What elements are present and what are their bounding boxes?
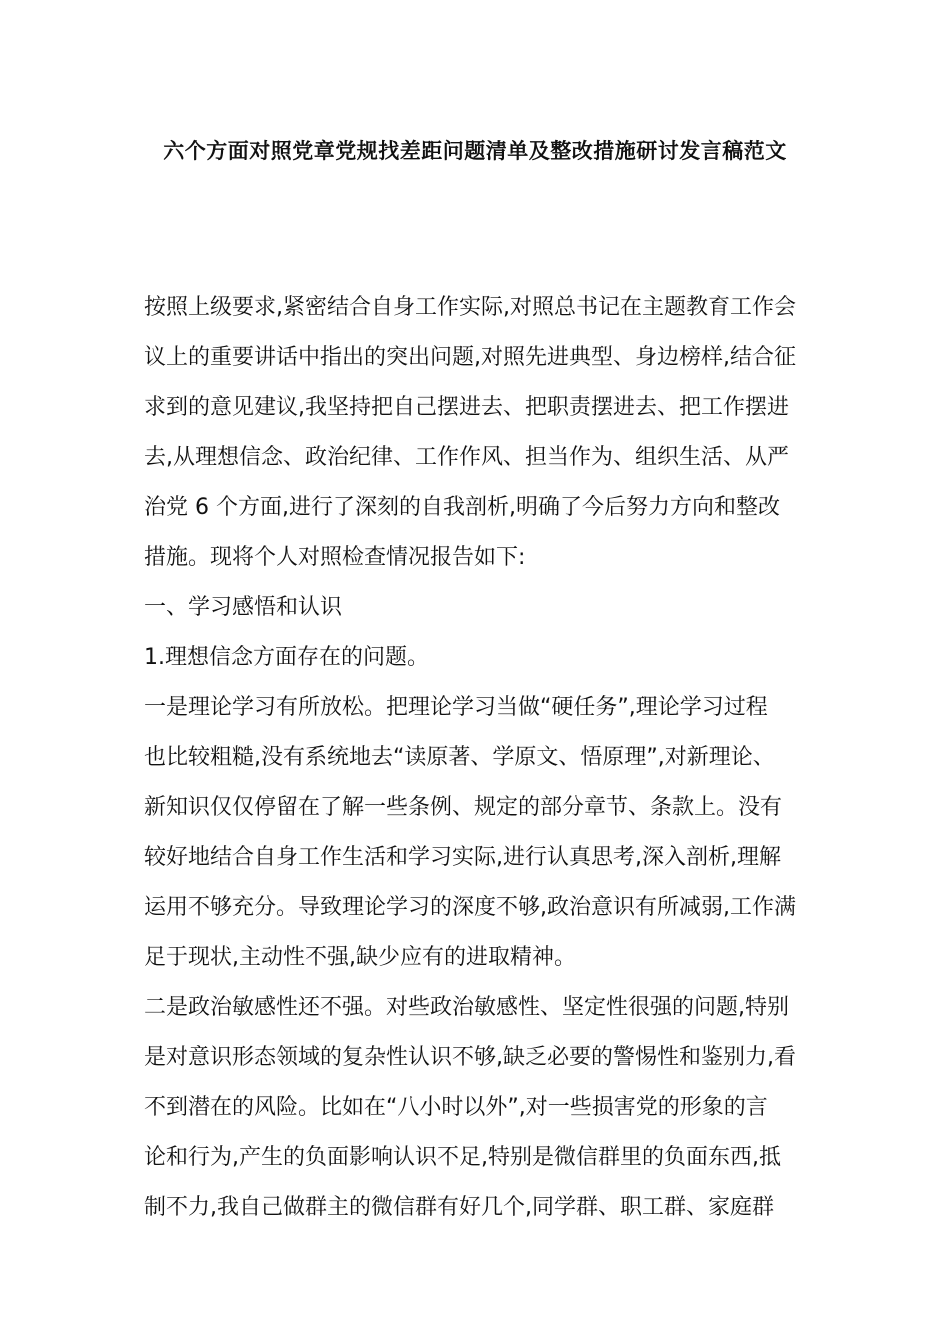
text-line: 是对意识形态领域的复杂性认识不够,缺乏必要的警惕性和鉴别力,看	[144, 1045, 796, 1070]
text-line: 二是政治敏感性还不强。对些政治敏感性、坚定性很强的问题,特别	[144, 995, 789, 1020]
text-line: 措施。现将个人对照检查情况报告如下:	[144, 545, 526, 570]
text-line: 制不力,我自己做群主的微信群有好几个,同学群、职工群、家庭群	[144, 1195, 774, 1220]
text-line: 也比较粗糙,没有系统地去“读原著、学原文、悟原理”,对新理论、	[144, 745, 775, 770]
text-line: 按照上级要求,紧密结合自身工作实际,对照总书记在主题教育工作会	[144, 295, 796, 320]
section-heading: 一、学习感悟和认识	[144, 595, 343, 620]
text-line: 议上的重要讲话中指出的突出问题,对照先进典型、身边榜样,结合征	[144, 345, 796, 370]
document-body	[144, 283, 814, 1233]
document-title: 六个方面对照党章党规找差距问题清单及整改措施研讨发言稿范文	[163, 139, 787, 163]
text-line: 新知识仅仅停留在了解一些条例、规定的部分章节、条款上。没有	[144, 795, 783, 820]
text-line: 治党 6 个方面,进行了深刻的自我剖析,明确了今后努力方向和整改	[144, 495, 780, 520]
text-line: 不到潜在的风险。比如在“八小时以外”,对一些损害党的形象的言	[144, 1095, 768, 1120]
subsection-heading: 1.理想信念方面存在的问题。	[144, 645, 429, 670]
text-line: 求到的意见建议,我坚持把自己摆进去、把职责摆进去、把工作摆进	[144, 395, 789, 420]
text-line: 去,从理想信念、政治纪律、工作作风、担当作为、组织生活、从严	[144, 445, 789, 470]
text-line: 运用不够充分。导致理论学习的深度不够,政治意识有所减弱,工作满	[144, 895, 796, 920]
text-line: 较好地结合自身工作生活和学习实际,进行认真思考,深入剖析,理解	[144, 845, 781, 870]
text-line: 一是理论学习有所放松。把理论学习当做“硬任务”,理论学习过程	[144, 695, 768, 720]
text-line: 足于现状,主动性不强,缺少应有的进取精神。	[144, 945, 576, 970]
text-line: 论和行为,产生的负面影响认识不足,特别是微信群里的负面东西,抵	[144, 1145, 781, 1170]
